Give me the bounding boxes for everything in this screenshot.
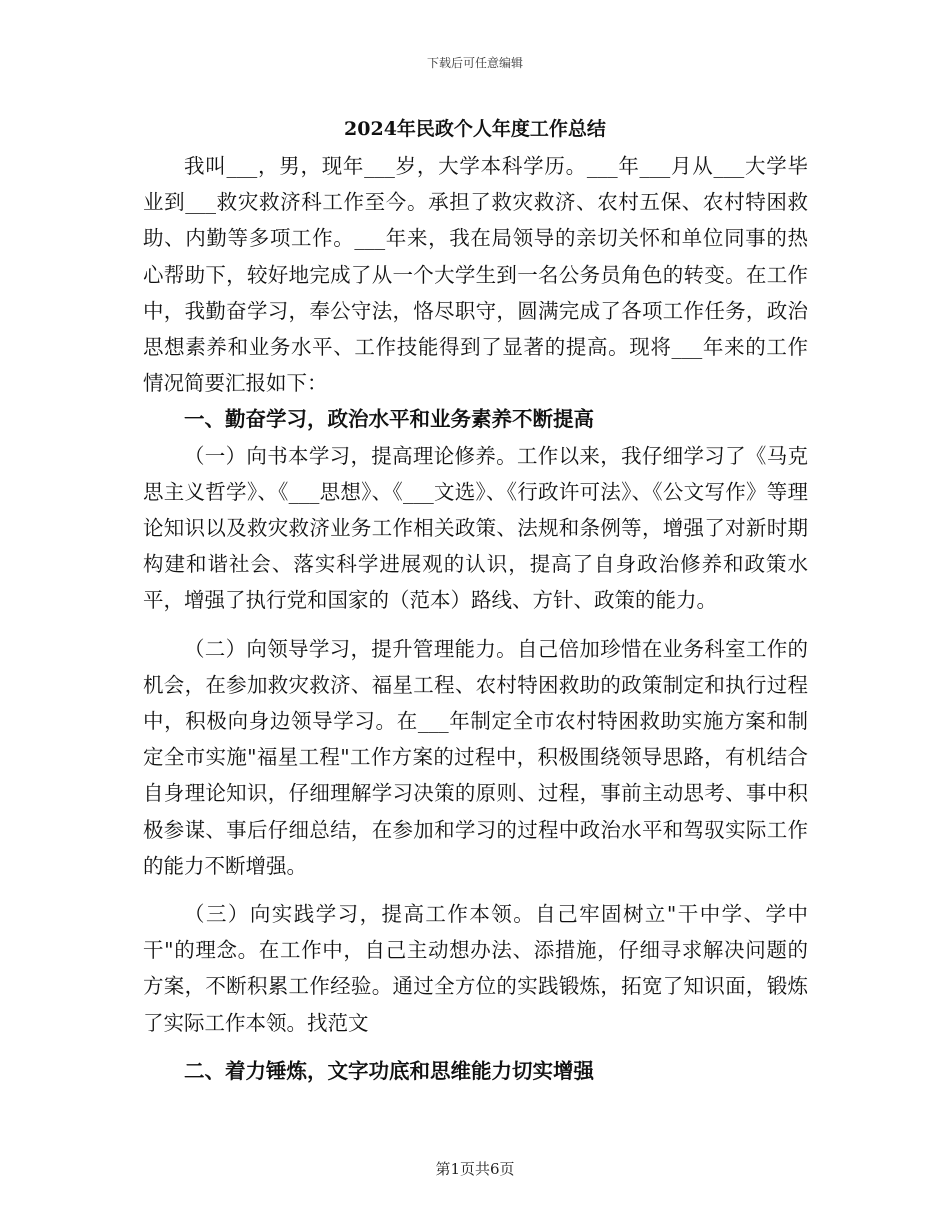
paragraph-study-books: （一）向书本学习，提高理论修养。工作以来，我仔细学习了《马克思主义哲学》、《___思想》、《___文选》、《行政许可法》、《公文写作》等理论知识以及救灾救济业务工作相关政策、法规和条例等，增强了对新时期构建和谐社会、落实科学进展观的认识，提高了自身政治修养和政策水平，增强了执行党和国家的（范本）路线、方针、政策的能力。 [143, 443, 808, 613]
page-number: 第1页共6页 [435, 1160, 515, 1178]
page-header-note: 下载后可任意编辑 [426, 56, 523, 70]
paragraph-study-practice: （三）向实践学习，提高工作本领。自己牢固树立"干中学、学中干"的理念。在工作中，自己主动想办法、添措施，仔细寻求解决问题的方案，不断积累工作经验。通过全方位的实践锻炼，拓宽了知识面，锻炼了实际工作本领。找范文 [143, 902, 808, 1035]
document-title: 2024年民政个人年度工作总结 [344, 118, 606, 140]
document-body [143, 148, 808, 1089]
paragraph-study-leaders: （二）向领导学习，提升管理能力。自己倍加珍惜在业务科室工作的机会，在参加救灾救济、福星工程、农村特困救助的政策制定和执行过程中，积极向身边领导学习。在___年制定全市农村特困救助实施方案和制定全市实施"福星工程"工作方案的过程中，积极围绕领导思路，有机结合自身理论知识，仔细理解学习决策的原则、过程，事前主动思考、事中积极参谋、事后仔细总结，在参加和学习的过程中政治水平和驾驭实际工作的能力不断增强。 [143, 636, 808, 878]
section-heading-2: 二、着力锤炼，文字功底和思维能力切实增强 [184, 1058, 594, 1083]
section-heading-1: 一、勤奋学习，政治水平和业务素养不断提高 [184, 407, 594, 432]
intro-paragraph: 我叫___，男，现年___岁，大学本科学历。___年___月从___大学毕业到___救灾救济科工作至今。承担了救灾救济、农村五保、农村特困救助、内勤等多项工作。___年来，我在局领导的亲切关怀和单位同事的热心帮助下，较好地完成了从一个大学生到一名公务员角色的转变。在工作中，我勤奋学习，奉公守法，恪尽职守，圆满完成了各项工作任务，政治思想素养和业务水平、工作技能得到了显著的提高。现将___年来的工作情况简要汇报如下： [143, 154, 808, 396]
